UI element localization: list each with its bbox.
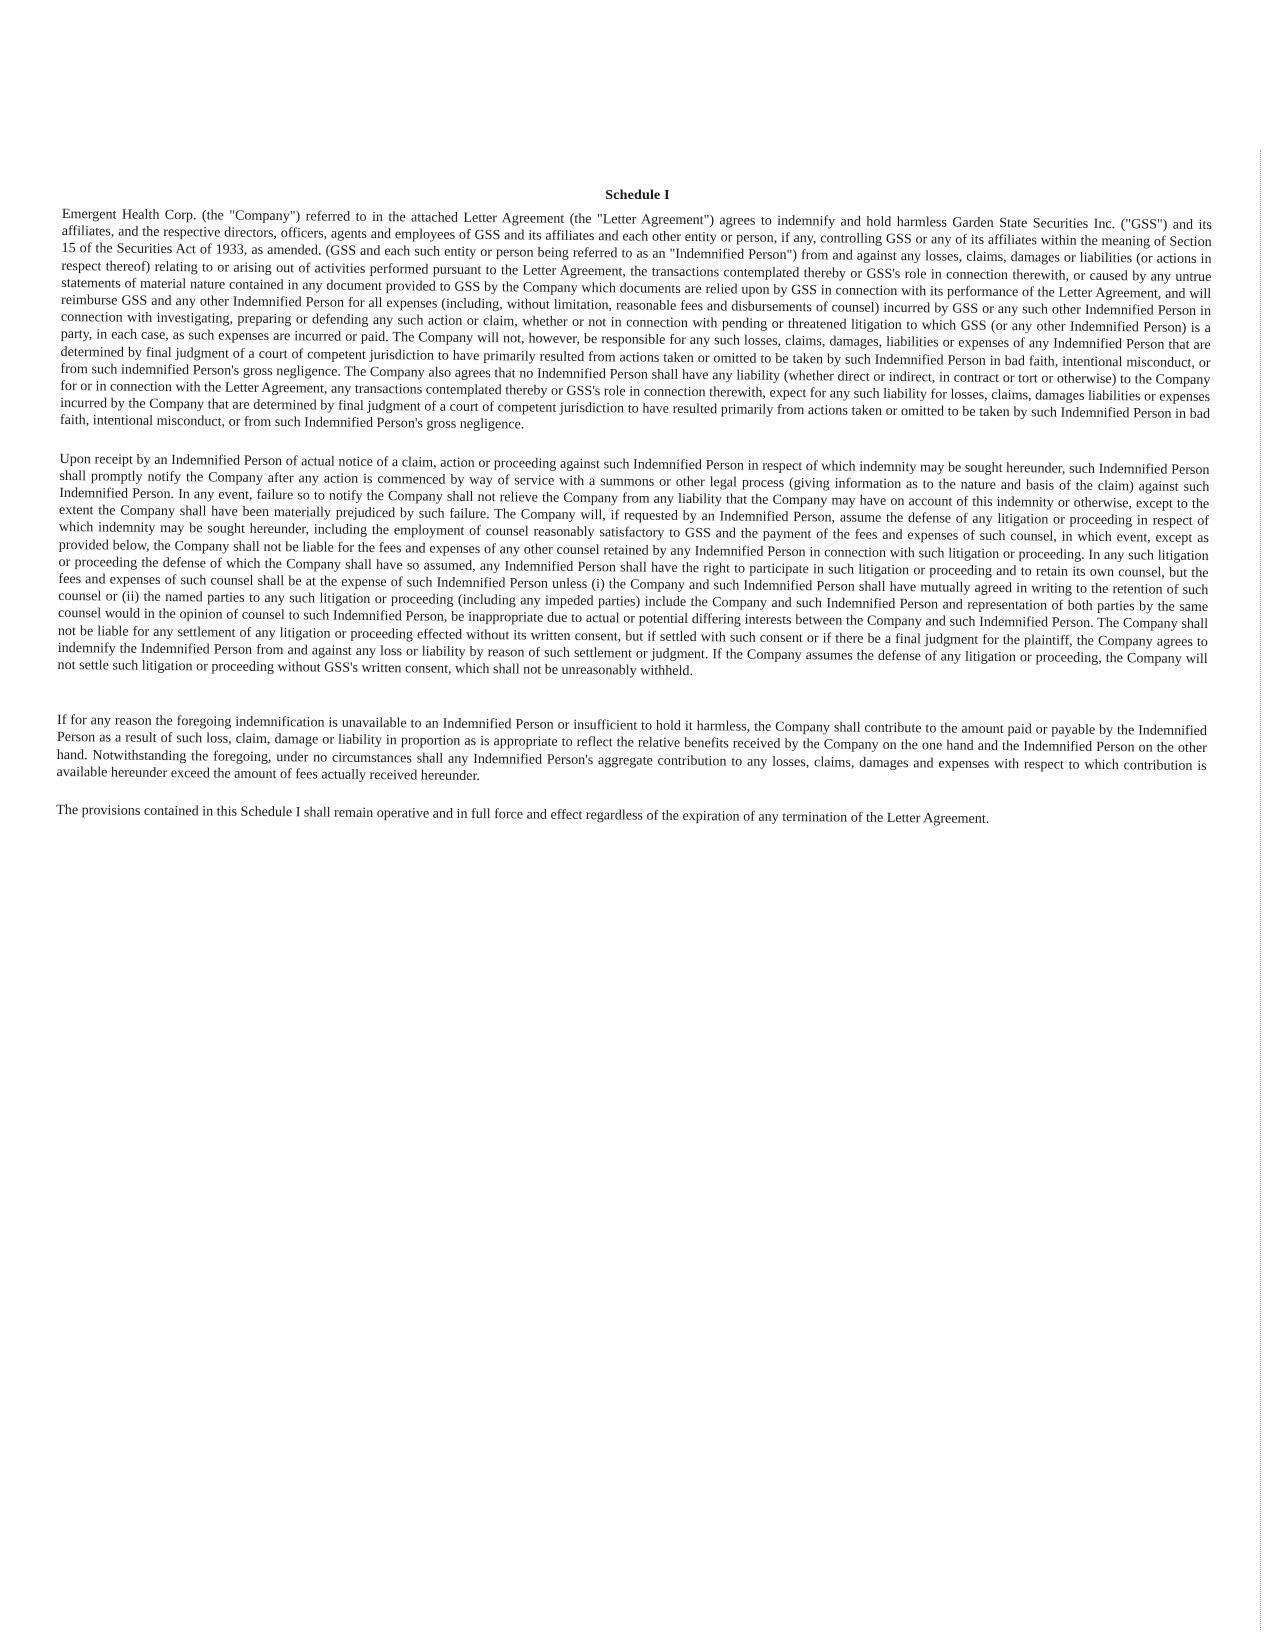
contribution-paragraph: If for any reason the foregoing indemnification is unavailable to an Indemnified Person or insufficient to hold it harmless, the Company shall contribute to the amount paid or payable by the Indemnified Person as a result of such loss, claim, damage or liability in proportion as is appropriate to reflect the relative benefits received by the Company on the one hand and the Indemnified Person on the other hand. Notwithstanding the foregoing, under no circumstances shall any Indemnified Person's aggregate contribution to any losses, claims, damages and expenses with respect to which contribution is available hereunder exceed the amount of fees actually received hereunder. bbox=[56, 712, 1208, 784]
survival-paragraph: The provisions contained in this Schedule I shall remain operative and in full force and effect regardless of the expiration of any termination of the Letter Agreement. bbox=[56, 802, 990, 828]
scan-edge-mark bbox=[1260, 150, 1261, 1630]
schedule-title: Schedule I bbox=[605, 188, 670, 203]
indemnification-paragraph: Emergent Health Corp. (the "Company") referred to in the attached Letter Agreement (the "Letter Agreement") agrees to indemnify and hold harmless Garden State Securities Inc. ("GSS") and its affiliates, and the respective directors, officers, agents and employees of GSS and its affiliates and each other entity or person, if any, controlling GSS or any of its affiliates within the meaning of Section 15 of the Securities Act of 1933, as amended. (GSS and each such entity or person being referred to as an "Indemnified Person") from and against any losses, claims, damages or liabilities (or actions in respect thereof) relating to or arising out of activities performed pursuant to the Letter Agreement, the transactions contemplated thereby or GSS's role in connection therewith, or caused by any untrue statements of material nature contained in any document provided to GSS by the Company which documents are relied upon by GSS in connection with its performance of the Letter Agreement, and will reimburse GSS and any other Indemnified Person for all expenses (including, without limitation, reasonable fees and disbursements of counsel) incurred by GSS or any such other Indemnified Person in connection with investigating, preparing or defending any such action or claim, whether or not in connection with pending or threatened litigation to which GSS (or any other Indemnified Person) is a party, in each case, as such expenses are incurred or paid. The Company will not, however, be responsible for any such losses, claims, damages, liabilities or expenses of any Indemnified Person that are determined by final judgment of a court of competent jurisdiction to have primarily resulted from actions taken or omitted to be taken by such Indemnified Person in bad faith, intentional misconduct, or from such indemnified Person's gross negligence. The Company also agrees that no Indemnified Person shall have any liability (whether direct or indirect, in contract or tort or otherwise) to the Company for or in connection with the Letter Agreement, any transactions contemplated thereby or GSS's role in connection therewith, expect for any such liability for losses, claims, damages liabilities or expenses incurred by the Company that are determined by final judgment of a court of competent jurisdiction to have resulted primarily from actions taken or omitted to be taken by such Indemnified Person in bad faith, intentional misconduct, or from such Indemnified Person's gross negligence. bbox=[59, 206, 1212, 433]
document-body bbox=[56, 206, 1212, 830]
notice-and-defense-paragraph: Upon receipt by an Indemnified Person of actual notice of a claim, action or proceeding against such Indemnified Person in respect of which indemnity may be sought hereunder, such Indemnified Person shall promptly notify the Company after any action is commenced by way of service with a summons or other legal process (giving information as to the nature and basis of the claim) against such Indemnified Person. In any event, failure so to notify the Company shall not relieve the Company from any liability that the Company may have on account of this indemnity or otherwise, except to the extent the Company shall have been materially prejudiced by such failure. The Company will, if requested by an Indemnified Person, assume the defense of any litigation or proceeding in respect of which indemnity may be sought hereunder, including the employment of counsel reasonably satisfactory to GSS and the payment of the fees and expenses of such counsel, in which event, except as provided below, the Company shall not be liable for the fees and expenses of any other counsel retained by any Indemnified Person in connection with such litigation or proceeding. In any such litigation or proceeding the defense of which the Company shall have so assumed, any Indemnified Person shall have the right to participate in such litigation or proceeding and to retain its own counsel, but the fees and expenses of such counsel shall be at the expense of such Indemnified Person unless (i) the Company and such Indemnified Person shall have mutually agreed in writing to the retention of such counsel or (ii) the named parties to any such litigation or proceeding (including any impeded parties) include the Company and such Indemnified Person and representation of both parties by the same counsel would in the opinion of counsel to such Indemnified Person, be inappropriate due to actual or potential differing interests between the Company and such Indemnified Person. The Company shall not be liable for any settlement of any litigation or proceeding effected without its written consent, but if settled with such consent or if there be a final judgment for the plaintiff, the Company agrees to indemnify the Indemnified Person from and against any loss or liability by reason of such settlement or judgment. If the Company assumes the defense of any litigation or proceeding, the Company will not settle such litigation or proceeding without GSS's written consent, which shall not be unreasonably withheld. bbox=[57, 450, 1210, 680]
